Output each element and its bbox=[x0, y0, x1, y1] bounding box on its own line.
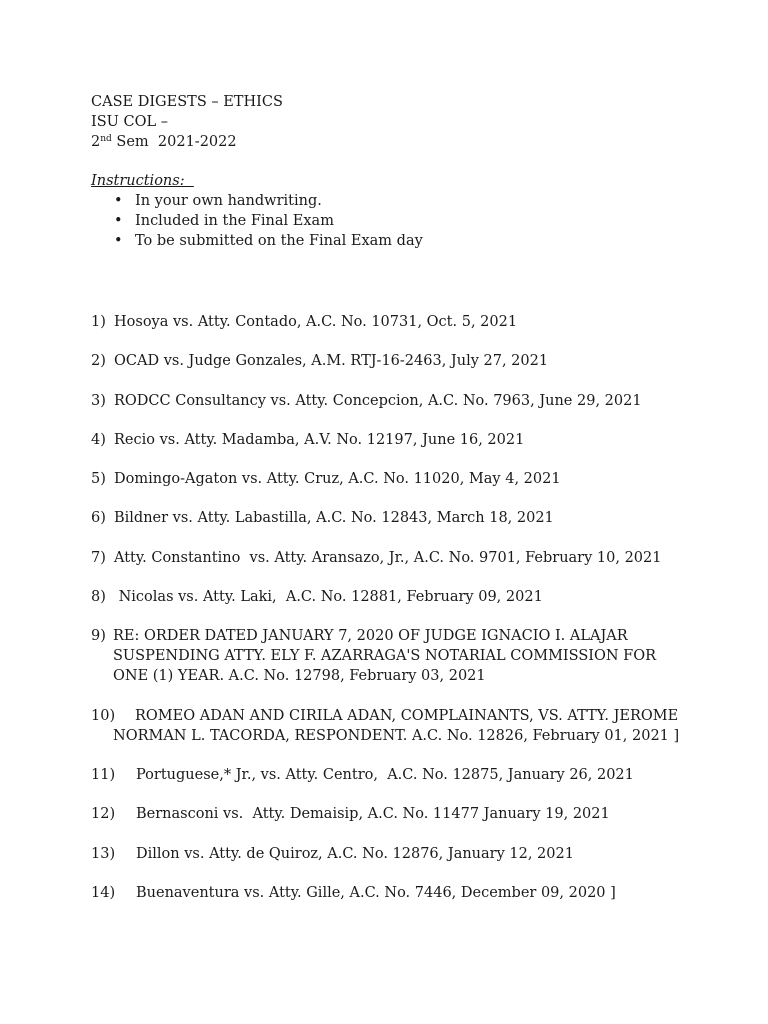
bullet-icon: • bbox=[114, 193, 123, 209]
case-number: 8) bbox=[91, 589, 106, 606]
case-number: 12) bbox=[91, 806, 116, 823]
case-number: 14) bbox=[91, 884, 116, 901]
case-item bbox=[91, 430, 711, 450]
case-item bbox=[91, 765, 711, 785]
instructions-list bbox=[91, 191, 423, 251]
case-number: 1) bbox=[91, 314, 106, 330]
case-text: ROMEO ADAN AND CIRILA ADAN, COMPLAINANTS, VS. ATTY. JEROME NORMAN L. TACORDA, RESPONDENT. A.C. No. 12826, February 01, 2021 ] bbox=[113, 707, 680, 744]
case-number: 9) bbox=[91, 628, 106, 645]
case-number: 5) bbox=[91, 471, 106, 488]
semester-year: Sem 2021-2022 bbox=[111, 134, 237, 150]
case-text: Portuguese,* Jr., vs. Atty. Centro, A.C. No. 12875, January 26, 2021 bbox=[136, 766, 634, 783]
semester-number: 2 bbox=[91, 134, 101, 150]
case-text: Hosoya vs. Atty. Contado, A.C. No. 10731, Oct. 5, 2021 bbox=[114, 314, 518, 330]
case-text: Recio vs. Atty. Madamba, A.V. No. 12197, June 16, 2021 bbox=[114, 431, 525, 448]
document-header bbox=[91, 92, 283, 152]
case-text: Buenaventura vs. Atty. Gille, A.C. No. 7446, December 09, 2020 ] bbox=[136, 884, 616, 901]
case-number: 4) bbox=[91, 431, 106, 448]
instruction-item bbox=[91, 211, 423, 231]
case-number: 11) bbox=[91, 766, 116, 783]
case-number: 13) bbox=[91, 845, 116, 862]
instruction-text: In your own handwriting. bbox=[135, 193, 322, 209]
instruction-item bbox=[91, 191, 423, 211]
instruction-text: To be submitted on the Final Exam day bbox=[135, 233, 423, 249]
case-item bbox=[91, 351, 711, 371]
case-item bbox=[91, 804, 711, 824]
case-text: RODCC Consultancy vs. Atty. Concepcion, A.C. No. 7963, June 29, 2021 bbox=[114, 392, 642, 409]
case-item bbox=[91, 587, 711, 607]
header-title: CASE DIGESTS – ETHICS bbox=[91, 94, 283, 110]
bullet-icon: • bbox=[114, 213, 123, 229]
case-text: Nicolas vs. Atty. Laki, A.C. No. 12881, February 09, 2021 bbox=[114, 589, 543, 606]
case-text: Dillon vs. Atty. de Quiroz, A.C. No. 12876, January 12, 2021 bbox=[136, 845, 574, 862]
case-list bbox=[91, 312, 711, 922]
case-text: Bildner vs. Atty. Labastilla, A.C. No. 12843, March 18, 2021 bbox=[114, 510, 554, 527]
case-item bbox=[91, 883, 711, 903]
instructions-section bbox=[91, 171, 423, 251]
case-text: RE: ORDER DATED JANUARY 7, 2020 OF JUDGE IGNACIO I. ALAJAR SUSPENDING ATTY. ELY F. AZARRAGA'S NOTARIAL COMMISSION FOR ONE (1) YEAR. A.C. No. 12798, February 03, 2021 bbox=[113, 628, 657, 685]
case-text: OCAD vs. Judge Gonzales, A.M. RTJ-16-2463, July 27, 2021 bbox=[114, 353, 549, 370]
case-item bbox=[91, 312, 711, 332]
semester-ordinal: nd bbox=[100, 134, 112, 144]
header-school: ISU COL – bbox=[91, 114, 168, 130]
instructions-heading: Instructions: bbox=[91, 173, 194, 189]
case-item bbox=[91, 844, 711, 864]
case-number: 10) bbox=[91, 707, 116, 724]
instruction-text: Included in the Final Exam bbox=[135, 213, 334, 229]
header-semester bbox=[91, 132, 283, 152]
case-item bbox=[91, 706, 711, 746]
instruction-item bbox=[91, 231, 423, 251]
bullet-icon: • bbox=[114, 233, 123, 249]
case-item bbox=[91, 391, 711, 411]
case-number: 6) bbox=[91, 510, 106, 527]
case-number: 7) bbox=[91, 549, 106, 566]
case-item bbox=[91, 626, 711, 686]
case-number: 3) bbox=[91, 392, 106, 409]
case-text: Domingo-Agaton vs. Atty. Cruz, A.C. No. 11020, May 4, 2021 bbox=[114, 471, 561, 488]
case-item bbox=[91, 469, 711, 489]
case-item bbox=[91, 508, 711, 528]
case-number: 2) bbox=[91, 353, 106, 370]
case-item bbox=[91, 548, 711, 568]
case-text: Bernasconi vs. Atty. Demaisip, A.C. No. 11477 January 19, 2021 bbox=[136, 806, 610, 823]
case-text: Atty. Constantino vs. Atty. Aransazo, Jr., A.C. No. 9701, February 10, 2021 bbox=[114, 549, 662, 566]
